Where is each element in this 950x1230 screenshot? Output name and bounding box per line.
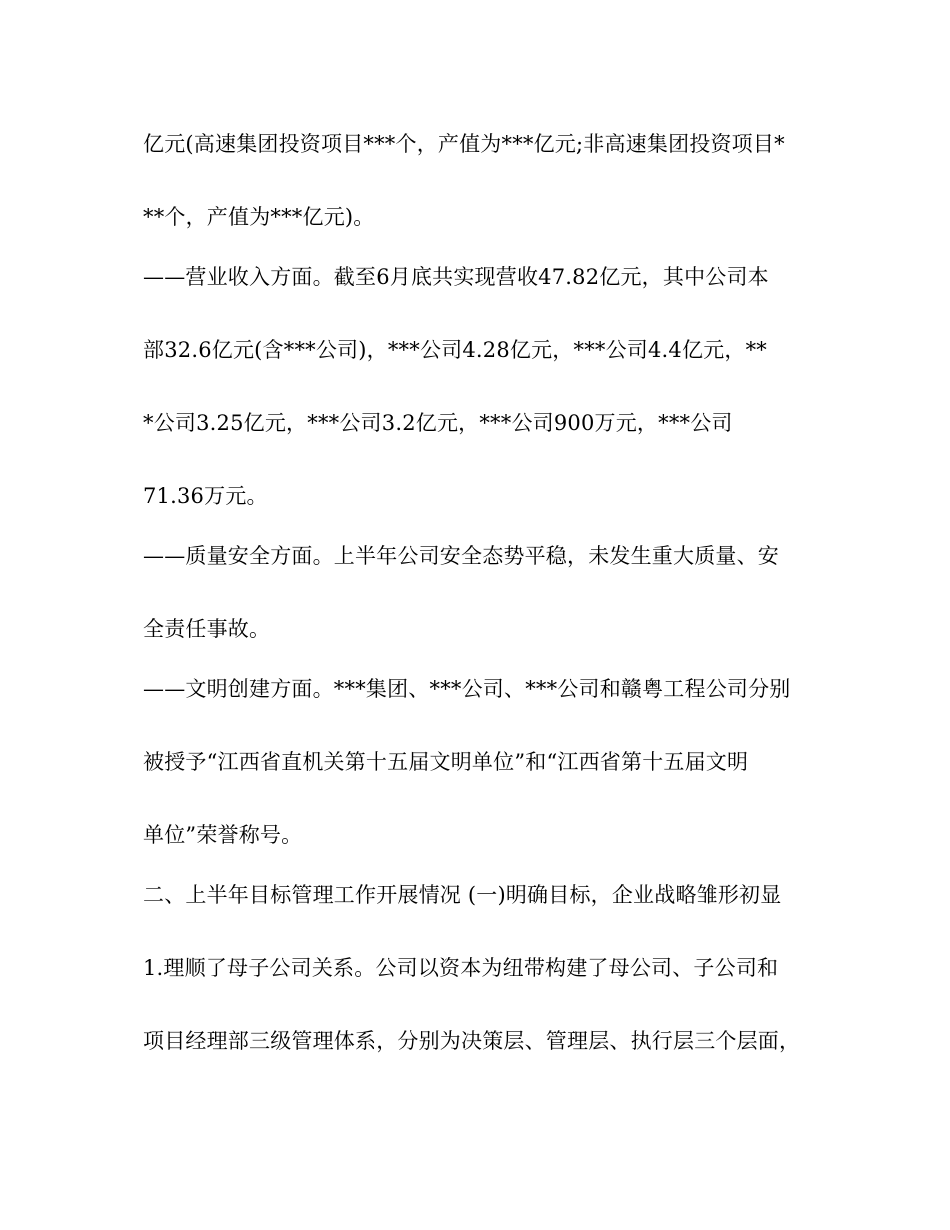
text-line: ——文明创建方面。***集团、***公司、***公司和赣粤工程公司分别 [143, 677, 791, 701]
text-line: **个，产值为***亿元)。 [143, 205, 375, 229]
text-line: 被授予“江西省直机关第十五届文明单位”和“江西省第十五届文明 [143, 750, 749, 774]
text-line: *公司3.25亿元，***公司3.2亿元，***公司900万元，***公司 [143, 411, 733, 435]
text-line: 1.理顺了母子公司关系。公司以资本为纽带构建了母公司、子公司和 [143, 956, 779, 980]
text-line: 71.36万元。 [143, 484, 268, 508]
text-line: ——质量安全方面。上半年公司安全态势平稳，未发生重大质量、安 [143, 544, 779, 568]
text-line: 亿元(高速集团投资项目***个，产值为***亿元;非高速集团投资项目* [143, 132, 785, 156]
text-line: ——营业收入方面。截至6月底共实现营收47.82亿元，其中公司本 [143, 265, 769, 289]
text-line: 二、上半年目标管理工作开展情况 (一)明确目标，企业战略雏形初显 [143, 883, 782, 907]
text-line: 单位”荣誉称号。 [143, 823, 303, 847]
text-line: 全责任事故。 [143, 617, 271, 641]
text-line: 部32.6亿元(含***公司)，***公司4.28亿元，***公司4.4亿元，** [143, 338, 767, 362]
text-line: 项目经理部三级管理体系，分别为决策层、管理层、执行层三个层面， [143, 1029, 801, 1053]
